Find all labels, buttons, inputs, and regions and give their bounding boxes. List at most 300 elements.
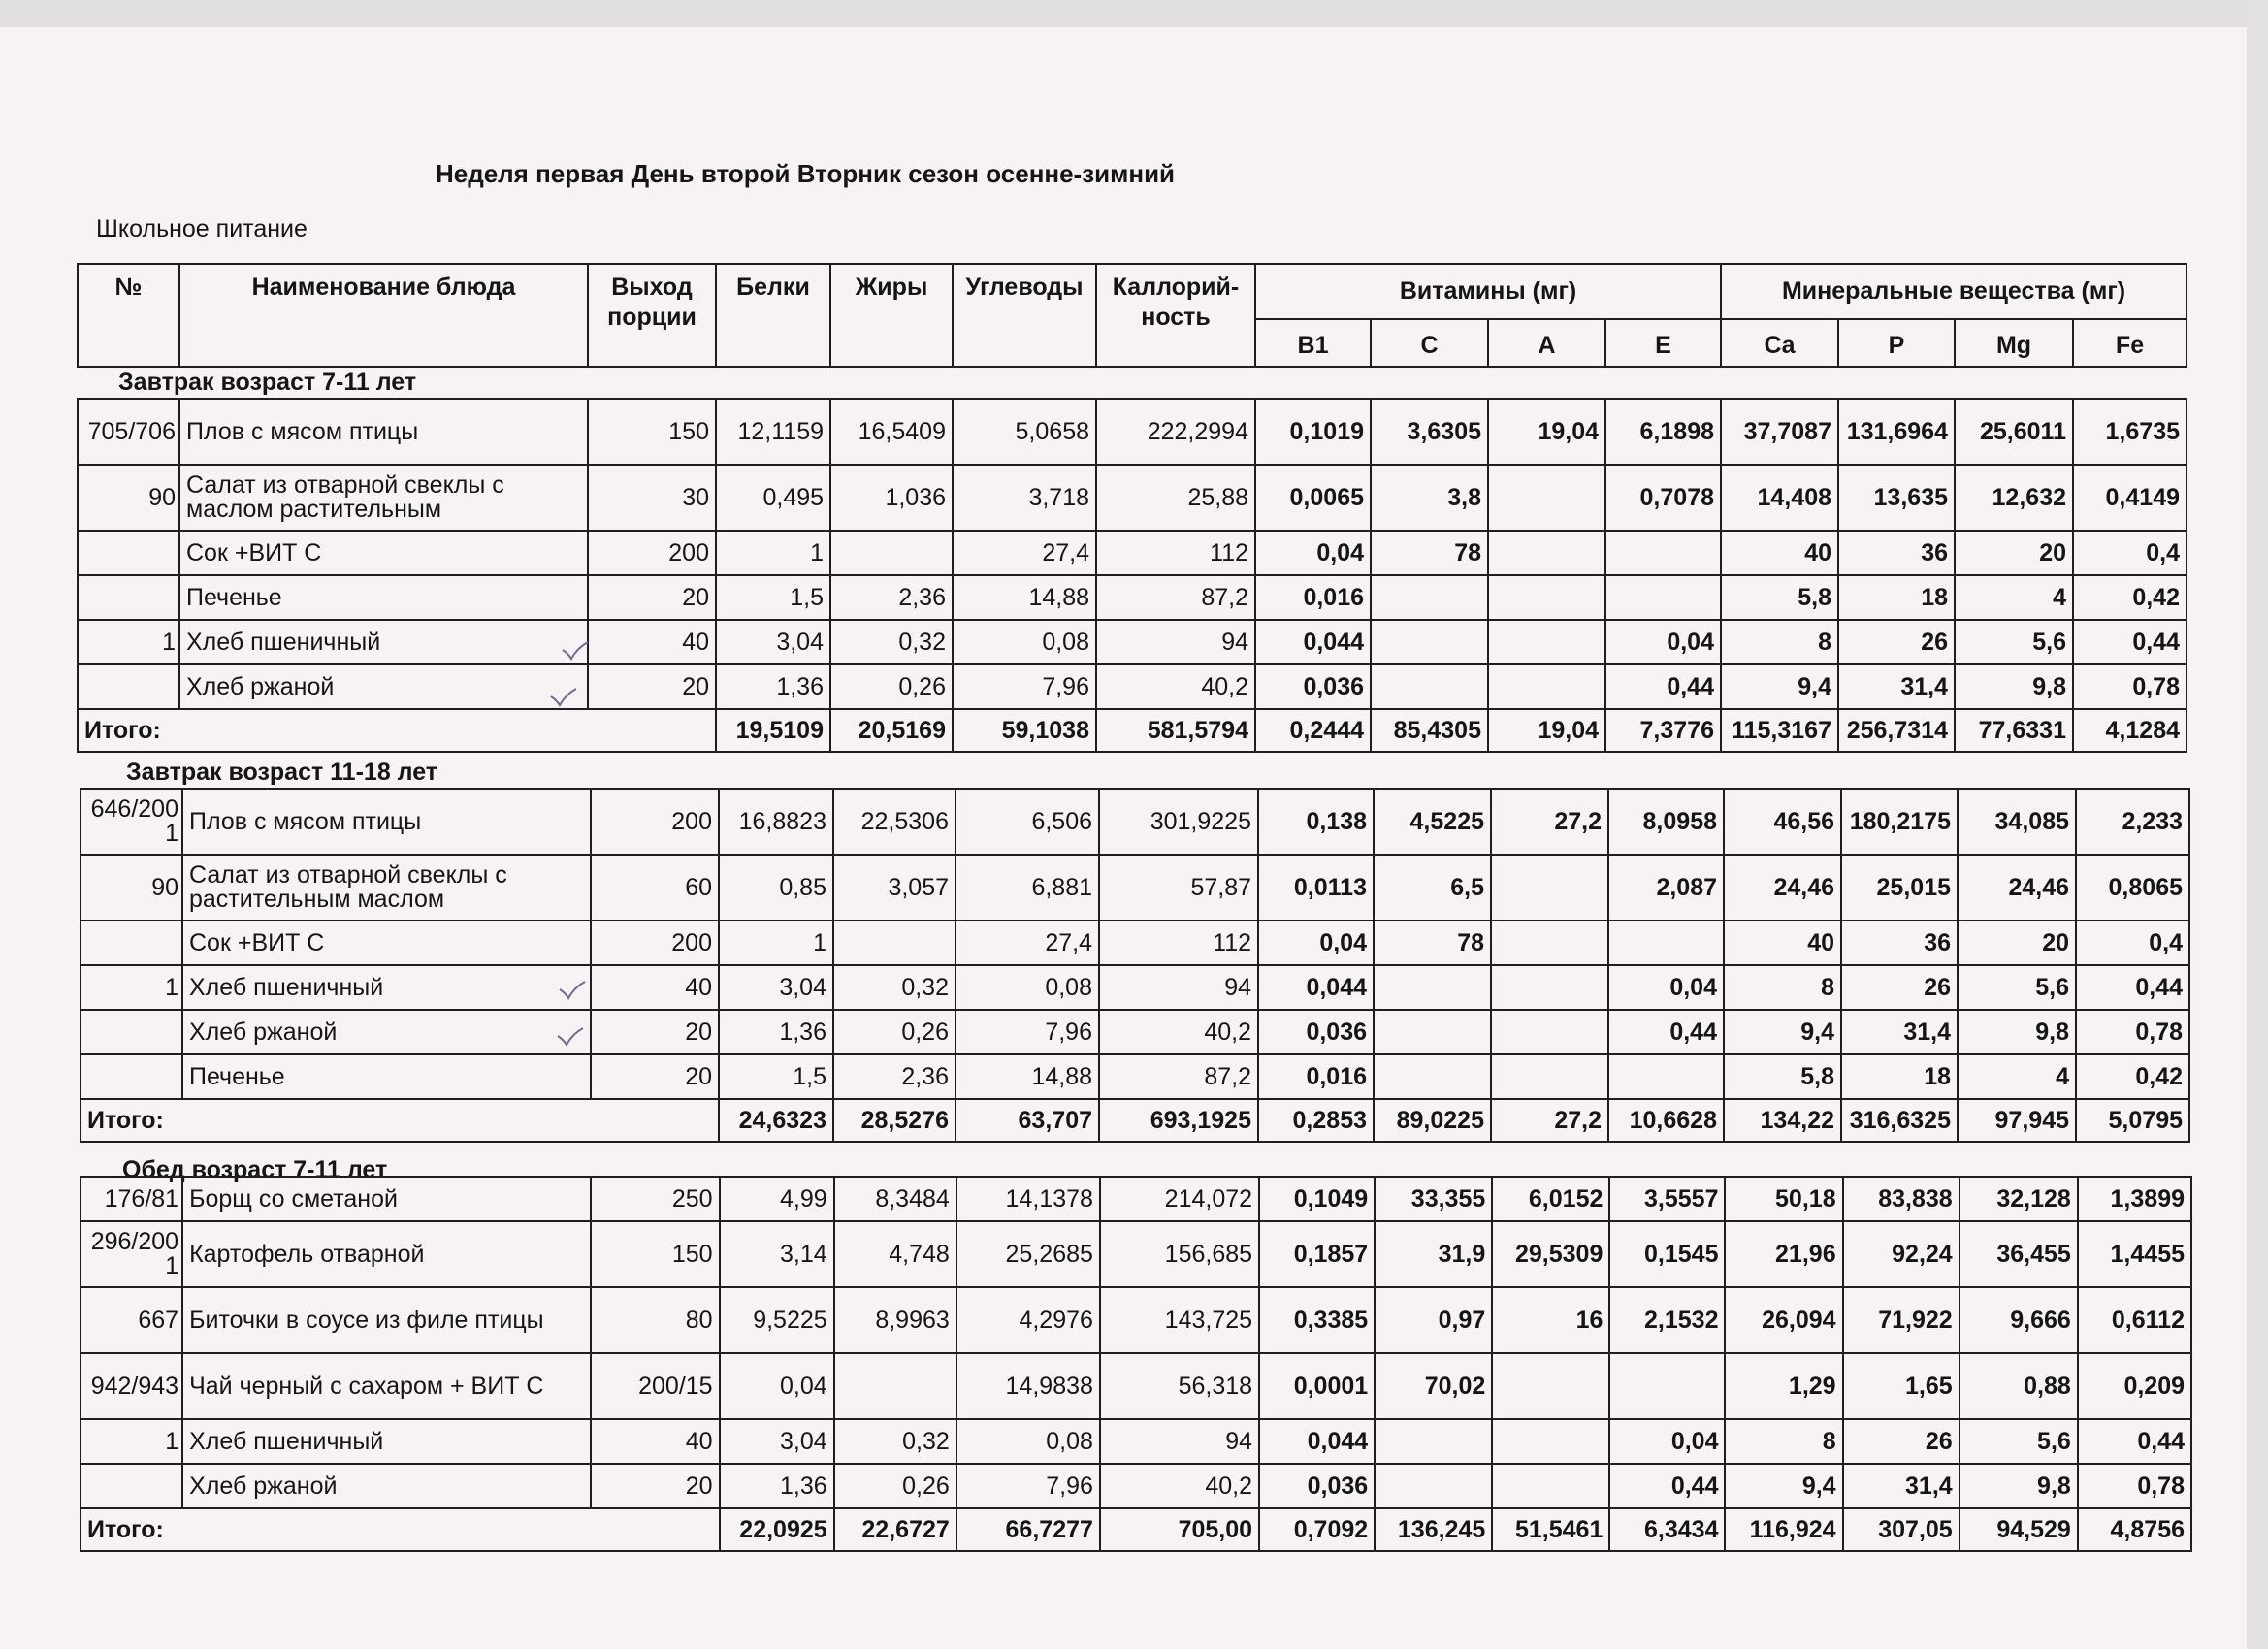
cell-p: 71,922 — [1843, 1287, 1960, 1353]
cell-carbs: 14,88 — [956, 1054, 1099, 1099]
total-fats: 22,6727 — [834, 1508, 956, 1551]
cell-calories: 40,2 — [1099, 1010, 1258, 1054]
cell-fe: 0,44 — [2078, 1419, 2191, 1464]
cell-fe: 1,3899 — [2078, 1177, 2191, 1221]
cell-portion: 200/15 — [591, 1353, 719, 1419]
cell-fats: 2,36 — [830, 575, 953, 620]
cell-mg: 20 — [1958, 921, 2076, 965]
cell-carbs: 7,96 — [956, 1010, 1099, 1054]
total-fe: 4,1284 — [2073, 709, 2187, 752]
cell-ca: 9,4 — [1721, 664, 1838, 709]
cell-no — [78, 664, 179, 709]
cell-proteins: 1,5 — [719, 1054, 833, 1099]
cell-e: 0,44 — [1609, 1464, 1725, 1508]
table-row — [81, 1353, 2191, 1419]
header-mg: Mg — [1955, 319, 2073, 367]
cell-portion: 60 — [591, 855, 719, 921]
total-ca: 115,3167 — [1721, 709, 1838, 752]
header-minerals: Минеральные вещества (мг) — [1721, 264, 2187, 319]
cell-ca: 21,96 — [1725, 1221, 1842, 1287]
cell-e — [1608, 1054, 1724, 1099]
cell-no: 296/2001 — [81, 1221, 182, 1287]
cell-portion: 200 — [591, 789, 719, 855]
total-fe: 5,0795 — [2076, 1099, 2189, 1142]
cell-b1: 0,036 — [1258, 1010, 1374, 1054]
cell-fats: 0,26 — [830, 664, 953, 709]
cell-p: 13,635 — [1838, 465, 1955, 531]
cell-proteins: 0,04 — [720, 1353, 834, 1419]
cell-e: 3,5557 — [1609, 1177, 1725, 1221]
check-mark-icon — [561, 640, 590, 662]
cell-ca: 8 — [1724, 965, 1841, 1010]
cell-p: 83,838 — [1843, 1177, 1960, 1221]
total-mg: 97,945 — [1958, 1099, 2076, 1142]
cell-ca: 1,29 — [1725, 1353, 1842, 1419]
cell-calories: 214,072 — [1100, 1177, 1259, 1221]
cell-fe: 0,209 — [2078, 1353, 2191, 1419]
cell-b1: 0,1019 — [1255, 399, 1371, 465]
total-calories: 581,5794 — [1096, 709, 1255, 752]
cell-no: 705/706 — [78, 399, 179, 465]
cell-carbs: 27,4 — [953, 531, 1096, 575]
section-title: Обед возраст 7-11 лет — [122, 1156, 388, 1183]
table-row — [81, 921, 2189, 965]
cell-c: 31,9 — [1375, 1221, 1492, 1287]
cell-c — [1371, 620, 1488, 664]
cell-fe: 0,42 — [2073, 575, 2187, 620]
total-c: 85,4305 — [1371, 709, 1488, 752]
table-row — [81, 1177, 2191, 1221]
cell-ca: 37,7087 — [1721, 399, 1838, 465]
cell-fats: 16,5409 — [830, 399, 953, 465]
cell-proteins: 3,04 — [720, 1419, 834, 1464]
total-p: 307,05 — [1843, 1508, 1960, 1551]
cell-ca: 5,8 — [1721, 575, 1838, 620]
cell-b1: 0,036 — [1255, 664, 1371, 709]
cell-calories: 301,9225 — [1099, 789, 1258, 855]
total-a: 51,5461 — [1492, 1508, 1609, 1551]
cell-b1: 0,016 — [1255, 575, 1371, 620]
cell-p: 26 — [1838, 620, 1955, 664]
cell-name: Салат из отварной свеклы с маслом растительным — [179, 465, 588, 531]
cell-a — [1491, 921, 1608, 965]
cell-c: 78 — [1371, 531, 1488, 575]
cell-e: 0,7078 — [1605, 465, 1721, 531]
cell-carbs: 3,718 — [953, 465, 1096, 531]
check-mark-icon — [558, 980, 587, 1001]
cell-name: Хлеб пшеничный — [179, 620, 588, 664]
cell-a — [1492, 1353, 1609, 1419]
cell-e — [1605, 575, 1721, 620]
cell-no — [81, 1010, 182, 1054]
cell-no: 90 — [81, 855, 182, 921]
section-table — [77, 398, 2187, 753]
header-p: P — [1838, 319, 1955, 367]
cell-no: 667 — [81, 1287, 182, 1353]
total-carbs: 59,1038 — [953, 709, 1096, 752]
cell-a: 6,0152 — [1492, 1177, 1609, 1221]
cell-a: 29,5309 — [1492, 1221, 1609, 1287]
cell-fe: 1,6735 — [2073, 399, 2187, 465]
cell-ca: 8 — [1725, 1419, 1842, 1464]
cell-e: 2,1532 — [1609, 1287, 1725, 1353]
cell-portion: 20 — [591, 1464, 719, 1508]
cell-mg: 5,6 — [1960, 1419, 2078, 1464]
cell-c — [1374, 965, 1491, 1010]
header-name: Наименование блюда — [179, 264, 588, 367]
total-e: 7,3776 — [1605, 709, 1721, 752]
cell-proteins: 16,8823 — [719, 789, 833, 855]
cell-calories: 56,318 — [1100, 1353, 1259, 1419]
cell-proteins: 9,5225 — [720, 1287, 834, 1353]
cell-e — [1609, 1353, 1725, 1419]
cell-c — [1374, 1010, 1491, 1054]
cell-p: 26 — [1843, 1419, 1960, 1464]
cell-fe: 0,4149 — [2073, 465, 2187, 531]
cell-proteins: 3,04 — [716, 620, 830, 664]
cell-no — [78, 531, 179, 575]
check-mark-icon — [549, 687, 578, 708]
cell-fe: 0,6112 — [2078, 1287, 2191, 1353]
table-row — [81, 965, 2189, 1010]
cell-p: 18 — [1841, 1054, 1958, 1099]
header-carbs: Углеводы — [953, 264, 1096, 367]
cell-fe: 0,4 — [2076, 921, 2189, 965]
cell-fats: 0,26 — [834, 1464, 956, 1508]
scan-edge-top — [0, 0, 2268, 27]
cell-no: 942/943 — [81, 1353, 182, 1419]
total-proteins: 24,6323 — [719, 1099, 833, 1142]
cell-p: 26 — [1841, 965, 1958, 1010]
table-row — [81, 1464, 2191, 1508]
header-ca: Ca — [1721, 319, 1838, 367]
cell-carbs: 6,506 — [956, 789, 1099, 855]
table-row — [78, 531, 2187, 575]
cell-a: 19,04 — [1488, 399, 1605, 465]
cell-c: 70,02 — [1375, 1353, 1492, 1419]
total-mg: 94,529 — [1960, 1508, 2078, 1551]
cell-a — [1488, 531, 1605, 575]
cell-name: Картофель отварной — [182, 1221, 591, 1287]
cell-calories: 156,685 — [1100, 1221, 1259, 1287]
total-carbs: 66,7277 — [956, 1508, 1100, 1551]
total-calories: 705,00 — [1100, 1508, 1259, 1551]
cell-carbs: 4,2976 — [956, 1287, 1100, 1353]
total-row — [81, 1099, 2189, 1142]
cell-ca: 40 — [1721, 531, 1838, 575]
cell-portion: 250 — [591, 1177, 719, 1221]
cell-mg: 12,632 — [1955, 465, 2073, 531]
cell-calories: 40,2 — [1096, 664, 1255, 709]
cell-fats: 0,32 — [834, 1419, 956, 1464]
cell-p: 180,2175 — [1841, 789, 1958, 855]
total-row — [81, 1508, 2191, 1551]
table-row — [81, 1054, 2189, 1099]
header-calories: Каллорий-ность — [1096, 264, 1255, 367]
cell-c: 0,97 — [1375, 1287, 1492, 1353]
cell-a: 16 — [1492, 1287, 1609, 1353]
cell-mg: 4 — [1958, 1054, 2076, 1099]
cell-e: 0,04 — [1609, 1419, 1725, 1464]
cell-no: 1 — [78, 620, 179, 664]
cell-c — [1374, 1054, 1491, 1099]
cell-a — [1488, 620, 1605, 664]
cell-no — [81, 1464, 182, 1508]
cell-carbs: 0,08 — [956, 965, 1099, 1010]
cell-c — [1371, 664, 1488, 709]
cell-p: 92,24 — [1843, 1221, 1960, 1287]
cell-calories: 57,87 — [1099, 855, 1258, 921]
header-portion: Выход порции — [588, 264, 716, 367]
cell-name: Печенье — [182, 1054, 591, 1099]
cell-carbs: 7,96 — [956, 1464, 1100, 1508]
cell-calories: 87,2 — [1099, 1054, 1258, 1099]
cell-portion: 20 — [591, 1010, 719, 1054]
cell-name: Салат из отварной свеклы с растительным маслом — [182, 855, 591, 921]
cell-calories: 222,2994 — [1096, 399, 1255, 465]
cell-mg: 9,8 — [1960, 1464, 2078, 1508]
total-fe: 4,8756 — [2078, 1508, 2191, 1551]
cell-c: 6,5 — [1374, 855, 1491, 921]
cell-fe: 0,78 — [2076, 1010, 2189, 1054]
total-c: 136,245 — [1375, 1508, 1492, 1551]
cell-fats: 0,32 — [833, 965, 956, 1010]
cell-portion: 20 — [588, 575, 716, 620]
total-mg: 77,6331 — [1955, 709, 2073, 752]
table-row — [81, 1419, 2191, 1464]
cell-no: 176/81 — [81, 1177, 182, 1221]
cell-carbs: 0,08 — [956, 1419, 1100, 1464]
page-subtitle: Школьное питание — [96, 215, 308, 242]
cell-portion: 80 — [591, 1287, 719, 1353]
total-carbs: 63,707 — [956, 1099, 1099, 1142]
cell-portion: 40 — [591, 1419, 719, 1464]
cell-portion: 150 — [591, 1221, 719, 1287]
cell-c: 3,6305 — [1371, 399, 1488, 465]
cell-no: 1 — [81, 965, 182, 1010]
cell-proteins: 0,85 — [719, 855, 833, 921]
cell-ca: 9,4 — [1724, 1010, 1841, 1054]
cell-no — [81, 1054, 182, 1099]
total-label: Итого: — [78, 709, 716, 752]
total-e: 6,3434 — [1609, 1508, 1725, 1551]
cell-calories: 143,725 — [1100, 1287, 1259, 1353]
cell-mg: 20 — [1955, 531, 2073, 575]
cell-e: 0,44 — [1608, 1010, 1724, 1054]
table-row — [78, 465, 2187, 531]
cell-p: 31,4 — [1841, 1010, 1958, 1054]
section-title: Завтрак возраст 11-18 лет — [126, 759, 438, 786]
cell-proteins: 0,495 — [716, 465, 830, 531]
total-a: 19,04 — [1488, 709, 1605, 752]
cell-portion: 200 — [591, 921, 719, 965]
cell-portion: 150 — [588, 399, 716, 465]
header-proteins: Белки — [716, 264, 830, 367]
cell-e: 0,04 — [1605, 620, 1721, 664]
cell-name: Хлеб пшеничный — [182, 965, 591, 1010]
header-fe: Fe — [2073, 319, 2187, 367]
header-no: № — [78, 264, 179, 367]
cell-b1: 0,044 — [1259, 1419, 1375, 1464]
cell-b1: 0,0065 — [1255, 465, 1371, 531]
page-title: Неделя первая День второй Вторник сезон осенне-зимний — [435, 159, 1176, 188]
cell-c — [1375, 1464, 1492, 1508]
cell-fats — [830, 531, 953, 575]
cell-e: 8,0958 — [1608, 789, 1724, 855]
cell-b1: 0,036 — [1259, 1464, 1375, 1508]
cell-e: 6,1898 — [1605, 399, 1721, 465]
cell-fats: 8,3484 — [834, 1177, 956, 1221]
total-ca: 116,924 — [1725, 1508, 1842, 1551]
table-row — [81, 1287, 2191, 1353]
cell-p: 131,6964 — [1838, 399, 1955, 465]
cell-p: 1,65 — [1843, 1353, 1960, 1419]
cell-portion: 20 — [591, 1054, 719, 1099]
total-fats: 20,5169 — [830, 709, 953, 752]
cell-proteins: 4,99 — [720, 1177, 834, 1221]
table-row — [81, 1010, 2189, 1054]
section-table — [80, 1176, 2192, 1552]
cell-name: Чай черный с сахаром + ВИТ С — [182, 1353, 591, 1419]
cell-ca: 40 — [1724, 921, 1841, 965]
cell-mg: 9,8 — [1958, 1010, 2076, 1054]
cell-b1: 0,04 — [1258, 921, 1374, 965]
cell-name: Печенье — [179, 575, 588, 620]
header-table — [77, 263, 2187, 368]
cell-c: 4,5225 — [1374, 789, 1491, 855]
cell-mg: 5,6 — [1958, 965, 2076, 1010]
cell-no — [81, 921, 182, 965]
cell-name: Хлеб пшеничный — [182, 1419, 591, 1464]
cell-portion: 40 — [588, 620, 716, 664]
cell-ca: 8 — [1721, 620, 1838, 664]
cell-ca: 26,094 — [1725, 1287, 1842, 1353]
cell-b1: 0,044 — [1255, 620, 1371, 664]
cell-carbs: 7,96 — [953, 664, 1096, 709]
table-row — [81, 1221, 2191, 1287]
cell-no — [78, 575, 179, 620]
cell-fe: 0,4 — [2073, 531, 2187, 575]
cell-c: 3,8 — [1371, 465, 1488, 531]
cell-name: Сок +ВИТ С — [182, 921, 591, 965]
cell-a — [1488, 575, 1605, 620]
cell-proteins: 12,1159 — [716, 399, 830, 465]
cell-carbs: 14,9838 — [956, 1353, 1100, 1419]
cell-fe: 0,78 — [2073, 664, 2187, 709]
cell-fats: 22,5306 — [833, 789, 956, 855]
total-label: Итого: — [81, 1508, 720, 1551]
cell-b1: 0,04 — [1255, 531, 1371, 575]
cell-proteins: 1,36 — [719, 1010, 833, 1054]
cell-mg: 36,455 — [1960, 1221, 2078, 1287]
cell-a — [1488, 465, 1605, 531]
cell-fats: 3,057 — [833, 855, 956, 921]
cell-b1: 0,044 — [1258, 965, 1374, 1010]
cell-a: 27,2 — [1491, 789, 1608, 855]
cell-name: Плов с мясом птицы — [182, 789, 591, 855]
cell-a — [1492, 1464, 1609, 1508]
cell-a — [1491, 855, 1608, 921]
cell-carbs: 27,4 — [956, 921, 1099, 965]
cell-name: Хлеб ржаной — [179, 664, 588, 709]
cell-ca: 14,408 — [1721, 465, 1838, 531]
cell-calories: 112 — [1096, 531, 1255, 575]
cell-portion: 40 — [591, 965, 719, 1010]
cell-b1: 0,138 — [1258, 789, 1374, 855]
cell-calories: 94 — [1100, 1419, 1259, 1464]
cell-proteins: 1,36 — [716, 664, 830, 709]
cell-a — [1491, 965, 1608, 1010]
cell-p: 31,4 — [1843, 1464, 1960, 1508]
cell-b1: 0,1049 — [1259, 1177, 1375, 1221]
cell-e: 0,1545 — [1609, 1221, 1725, 1287]
cell-proteins: 1,36 — [720, 1464, 834, 1508]
cell-calories: 94 — [1099, 965, 1258, 1010]
cell-c: 33,355 — [1375, 1177, 1492, 1221]
header-c: C — [1371, 319, 1488, 367]
cell-carbs: 6,881 — [956, 855, 1099, 921]
cell-b1: 0,0001 — [1259, 1353, 1375, 1419]
cell-fe: 0,78 — [2078, 1464, 2191, 1508]
cell-name: Борщ со сметаной — [182, 1177, 591, 1221]
cell-mg: 5,6 — [1955, 620, 2073, 664]
cell-fe: 2,233 — [2076, 789, 2189, 855]
cell-carbs: 0,08 — [953, 620, 1096, 664]
cell-calories: 112 — [1099, 921, 1258, 965]
cell-fe: 0,8065 — [2076, 855, 2189, 921]
cell-p: 25,015 — [1841, 855, 1958, 921]
cell-calories: 25,88 — [1096, 465, 1255, 531]
cell-name: Хлеб ржаной — [182, 1464, 591, 1508]
total-label: Итого: — [81, 1099, 719, 1142]
total-e: 10,6628 — [1608, 1099, 1724, 1142]
total-b1: 0,2853 — [1258, 1099, 1374, 1142]
cell-a — [1492, 1419, 1609, 1464]
check-mark-icon — [556, 1026, 585, 1048]
cell-proteins: 1 — [716, 531, 830, 575]
cell-e: 2,087 — [1608, 855, 1724, 921]
total-fats: 28,5276 — [833, 1099, 956, 1142]
cell-portion: 30 — [588, 465, 716, 531]
cell-fats — [833, 921, 956, 965]
cell-portion: 200 — [588, 531, 716, 575]
total-proteins: 19,5109 — [716, 709, 830, 752]
cell-no: 90 — [78, 465, 179, 531]
header-b1: B1 — [1255, 319, 1371, 367]
table-row — [78, 575, 2187, 620]
cell-mg: 34,085 — [1958, 789, 2076, 855]
cell-mg: 0,88 — [1960, 1353, 2078, 1419]
cell-no: 646/2001 — [81, 789, 182, 855]
cell-calories: 40,2 — [1100, 1464, 1259, 1508]
cell-p: 36 — [1838, 531, 1955, 575]
cell-p: 18 — [1838, 575, 1955, 620]
cell-name: Плов с мясом птицы — [179, 399, 588, 465]
cell-fe: 0,44 — [2073, 620, 2187, 664]
total-calories: 693,1925 — [1099, 1099, 1258, 1142]
cell-carbs: 14,88 — [953, 575, 1096, 620]
cell-c — [1375, 1419, 1492, 1464]
cell-proteins: 3,04 — [719, 965, 833, 1010]
section-title: Завтрак возраст 7-11 лет — [118, 369, 417, 396]
cell-b1: 0,016 — [1258, 1054, 1374, 1099]
cell-p: 31,4 — [1838, 664, 1955, 709]
cell-p: 36 — [1841, 921, 1958, 965]
total-c: 89,0225 — [1374, 1099, 1491, 1142]
cell-ca: 5,8 — [1724, 1054, 1841, 1099]
cell-mg: 25,6011 — [1955, 399, 2073, 465]
cell-proteins: 1,5 — [716, 575, 830, 620]
